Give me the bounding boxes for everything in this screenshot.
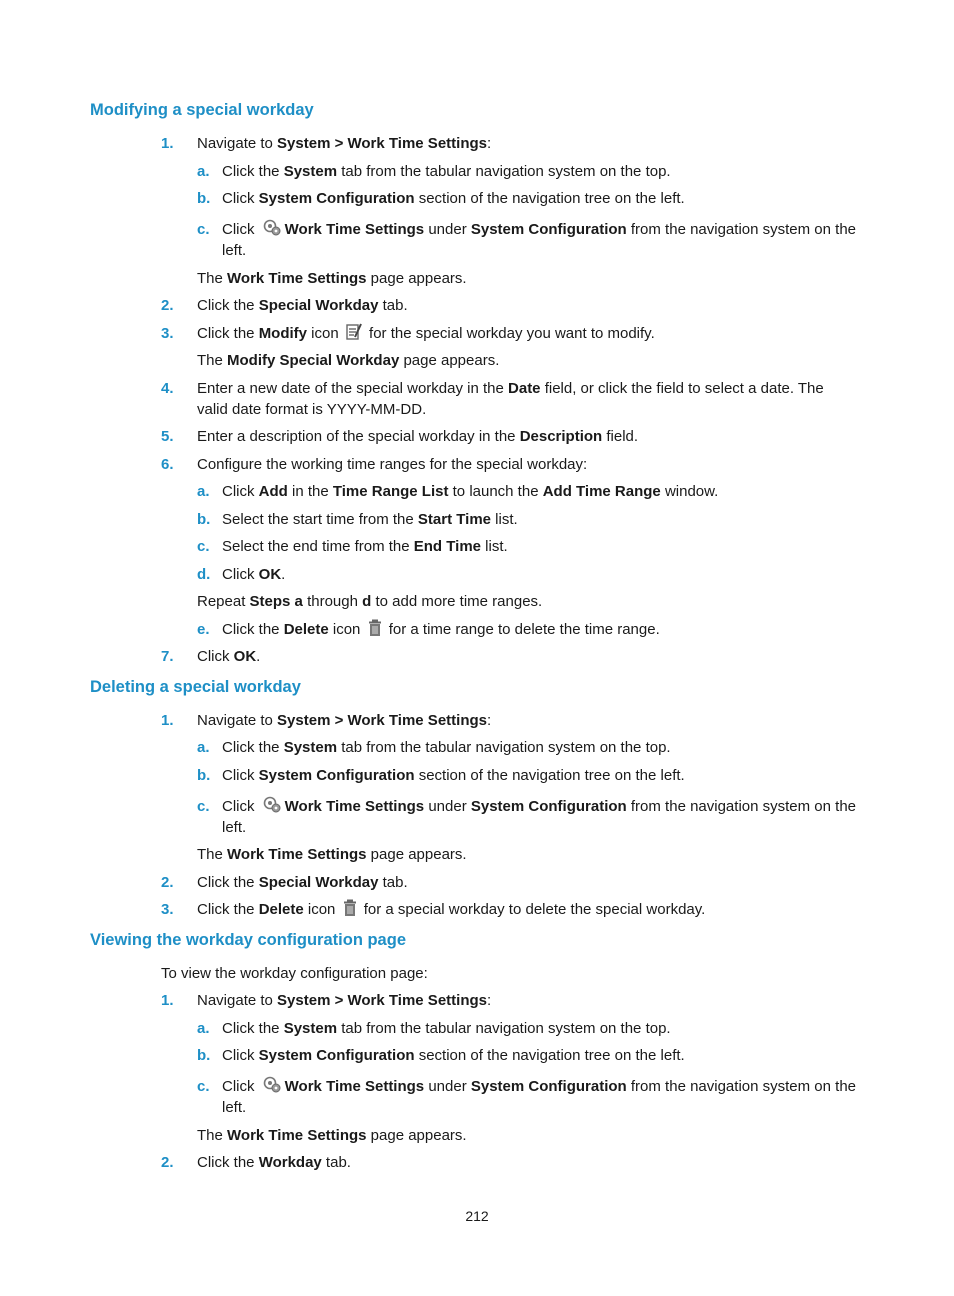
step-text: Click the Special Workday tab. — [197, 297, 408, 314]
repeat-text: Repeat Steps a through d to add more time ranges. — [197, 593, 543, 610]
step-text: Navigate to System > Work Time Settings: — [197, 135, 492, 152]
substep-letter: d. — [197, 566, 211, 583]
section-heading-view: Viewing the workday configuration page — [90, 931, 406, 949]
substep-letter: a. — [197, 163, 210, 180]
step-text: Configure the working time ranges for the special workday: — [197, 456, 588, 473]
substep-letter: a. — [197, 483, 210, 500]
substep-text: Click the System tab from the tabular navigation system on the top. — [222, 163, 671, 180]
intro-text: To view the workday configuration page: — [161, 965, 428, 982]
step-number: 4. — [161, 380, 174, 397]
step-text: Enter a description of the special workday in the Description field. — [197, 428, 639, 445]
step-number: 2. — [161, 1154, 174, 1171]
result-text: The Work Time Settings page appears. — [197, 1127, 467, 1144]
step-number: 5. — [161, 428, 174, 445]
step-number: 7. — [161, 648, 174, 665]
section-heading-modify: Modifying a special workday — [90, 101, 314, 119]
substep-letter: c. — [197, 798, 210, 815]
step-text: Enter a new date of the special workday in the Date field, or click the field to select a date. The — [197, 380, 824, 397]
gear-settings-icon — [262, 219, 282, 243]
substep-text: Select the end time from the End Time list. — [222, 538, 508, 555]
step-number: 1. — [161, 135, 174, 152]
result-text: The Work Time Settings page appears. — [197, 846, 467, 863]
step-number: 6. — [161, 456, 174, 473]
step-number: 3. — [161, 901, 174, 918]
substep-letter: b. — [197, 767, 211, 784]
substep-letter: c. — [197, 221, 210, 238]
step-text: Navigate to System > Work Time Settings: — [197, 712, 492, 729]
result-text: The Modify Special Workday page appears. — [197, 352, 500, 369]
substep-letter: e. — [197, 621, 210, 638]
gear-settings-icon — [262, 796, 282, 820]
substep-letter: b. — [197, 190, 211, 207]
step-number: 2. — [161, 874, 174, 891]
substep-text: Click Work Time Settings under System Configuration from the navigation system on the — [222, 1076, 856, 1100]
step-text: Click the Special Workday tab. — [197, 874, 408, 891]
step-text: Click the Delete icon for a special workday to delete the special workday. — [197, 899, 705, 923]
page-number: 212 — [465, 1208, 489, 1224]
step-text: Click the Workday tab. — [197, 1154, 351, 1171]
substep-text-continued: left. — [222, 819, 247, 836]
trash-icon — [368, 619, 382, 643]
gear-settings-icon — [262, 1076, 282, 1100]
substep-letter: c. — [197, 538, 210, 555]
substep-text: Click the System tab from the tabular navigation system on the top. — [222, 739, 671, 756]
section-heading-delete: Deleting a special workday — [90, 678, 301, 696]
substep-letter: b. — [197, 511, 211, 528]
substep-text: Click System Configuration section of the navigation tree on the left. — [222, 767, 685, 784]
substep-text: Click Work Time Settings under System Configuration from the navigation system on the — [222, 219, 856, 243]
substep-text: Click the Delete icon for a time range to delete the time range. — [222, 619, 660, 643]
substep-letter: b. — [197, 1047, 211, 1064]
step-text-continued: valid date format is YYYY-MM-DD. — [197, 401, 427, 418]
substep-text: Click System Configuration section of the navigation tree on the left. — [222, 1047, 685, 1064]
result-text: The Work Time Settings page appears. — [197, 270, 467, 287]
substep-text: Click the System tab from the tabular navigation system on the top. — [222, 1020, 671, 1037]
substep-letter: c. — [197, 1078, 210, 1095]
substep-text-continued: left. — [222, 1099, 247, 1116]
step-number: 1. — [161, 712, 174, 729]
substep-letter: a. — [197, 1020, 210, 1037]
step-text: Navigate to System > Work Time Settings: — [197, 992, 492, 1009]
substep-text: Select the start time from the Start Time list. — [222, 511, 518, 528]
substep-text: Click OK. — [222, 566, 286, 583]
step-text: Click OK. — [197, 648, 261, 665]
step-number: 1. — [161, 992, 174, 1009]
trash-icon — [343, 899, 357, 923]
step-text: Click the Modify icon for the special workday you want to modify. — [197, 323, 655, 347]
substep-text: Click Add in the Time Range List to launch the Add Time Range window. — [222, 483, 719, 500]
step-number: 3. — [161, 325, 174, 342]
substep-letter: a. — [197, 739, 210, 756]
substep-text: Click System Configuration section of the navigation tree on the left. — [222, 190, 685, 207]
step-number: 2. — [161, 297, 174, 314]
modify-icon — [346, 323, 362, 347]
substep-text-continued: left. — [222, 242, 247, 259]
substep-text: Click Work Time Settings under System Configuration from the navigation system on the — [222, 796, 856, 820]
